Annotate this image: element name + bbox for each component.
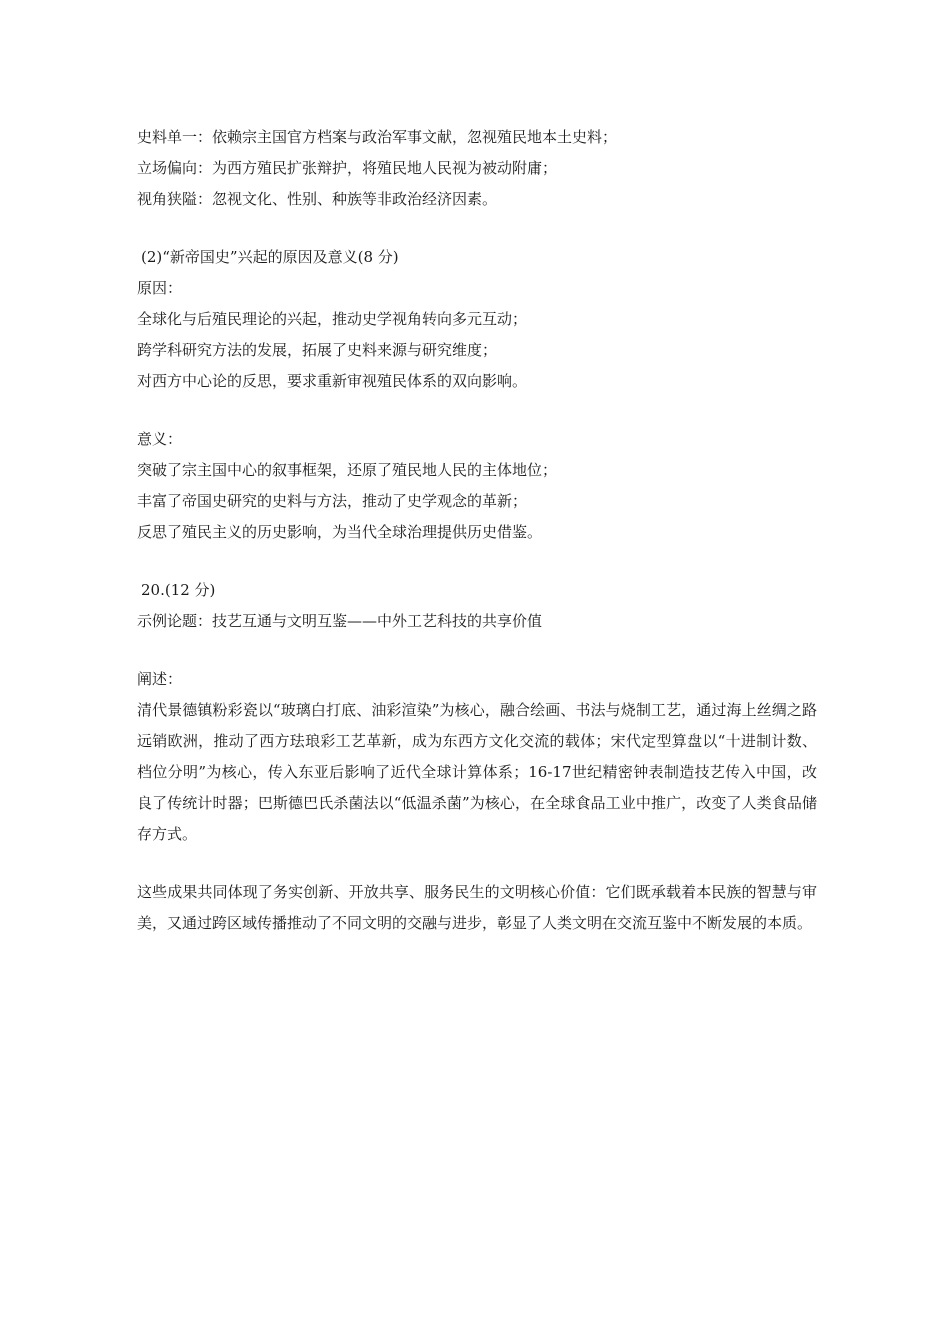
reason-line: 跨学科研究方法的发展，拓展了史料来源与研究维度； <box>137 341 498 359</box>
significance-line: 突破了宗主国中心的叙事框架，还原了殖民地人民的主体地位； <box>137 461 558 479</box>
reason-line: 全球化与后殖民理论的兴起，推动史学视角转向多元互动； <box>137 310 528 328</box>
significance-line: 丰富了帝国史研究的史料与方法，推动了史学观念的革新； <box>137 492 528 510</box>
elaboration-paragraph: 清代景德镇粉彩瓷以“玻璃白打底、油彩渲染”为核心，融合绘画、书法与烧制工艺，通过海上丝绸之路远销欧洲，推动了西方珐琅彩工艺革新，成为东西方文化交流的载体；宋代定型算盘以“十进制计数、档位分明”为核心，传入东亚后影响了近代全球计算体系；16-17世纪精密钟表制造技艺传入中国，改良了传统计时器；巴斯德巴氏杀菌法以“低温杀菌”为核心，在全球食品工业中推广，改变了人类食品储存方式。 <box>137 701 817 843</box>
spacer <box>137 397 817 424</box>
significance-line: 反思了殖民主义的历史影响，为当代全球治理提供历史借鉴。 <box>137 523 543 541</box>
spacer <box>137 850 817 877</box>
text-line: 视角狭隘：忽视文化、性别、种族等非政治经济因素。 <box>137 190 498 208</box>
text-line: 史料单一：依赖宗主国官方档案与政治军事文献，忽视殖民地本土史料； <box>137 128 618 146</box>
section-heading: (2)“新帝国史”兴起的原因及意义(8 分) <box>141 248 399 266</box>
reason-line: 对西方中心论的反思，要求重新审视殖民体系的双向影响。 <box>137 372 528 390</box>
document-body <box>137 122 817 939</box>
significance-label: 意义： <box>137 430 183 448</box>
question-heading: 20.(12 分) <box>141 581 216 599</box>
elaboration-label: 阐述： <box>137 670 183 688</box>
spacer <box>137 215 817 242</box>
conclusion-paragraph: 这些成果共同体现了务实创新、开放共享、服务民生的文明核心价值：它们既承载着本民族的智慧与审美，又通过跨区域传播推动了不同文明的交融与进步，彰显了人类文明在交流互鉴中不断发展的本质。 <box>137 883 817 932</box>
spacer <box>137 637 817 664</box>
text-line: 立场偏向：为西方殖民扩张辩护，将殖民地人民视为被动附庸； <box>137 159 558 177</box>
topic-line: 示例论题：技艺互通与文明互鉴——中外工艺科技的共享价值 <box>137 612 543 630</box>
reasons-label: 原因： <box>137 279 183 297</box>
spacer <box>137 548 817 575</box>
